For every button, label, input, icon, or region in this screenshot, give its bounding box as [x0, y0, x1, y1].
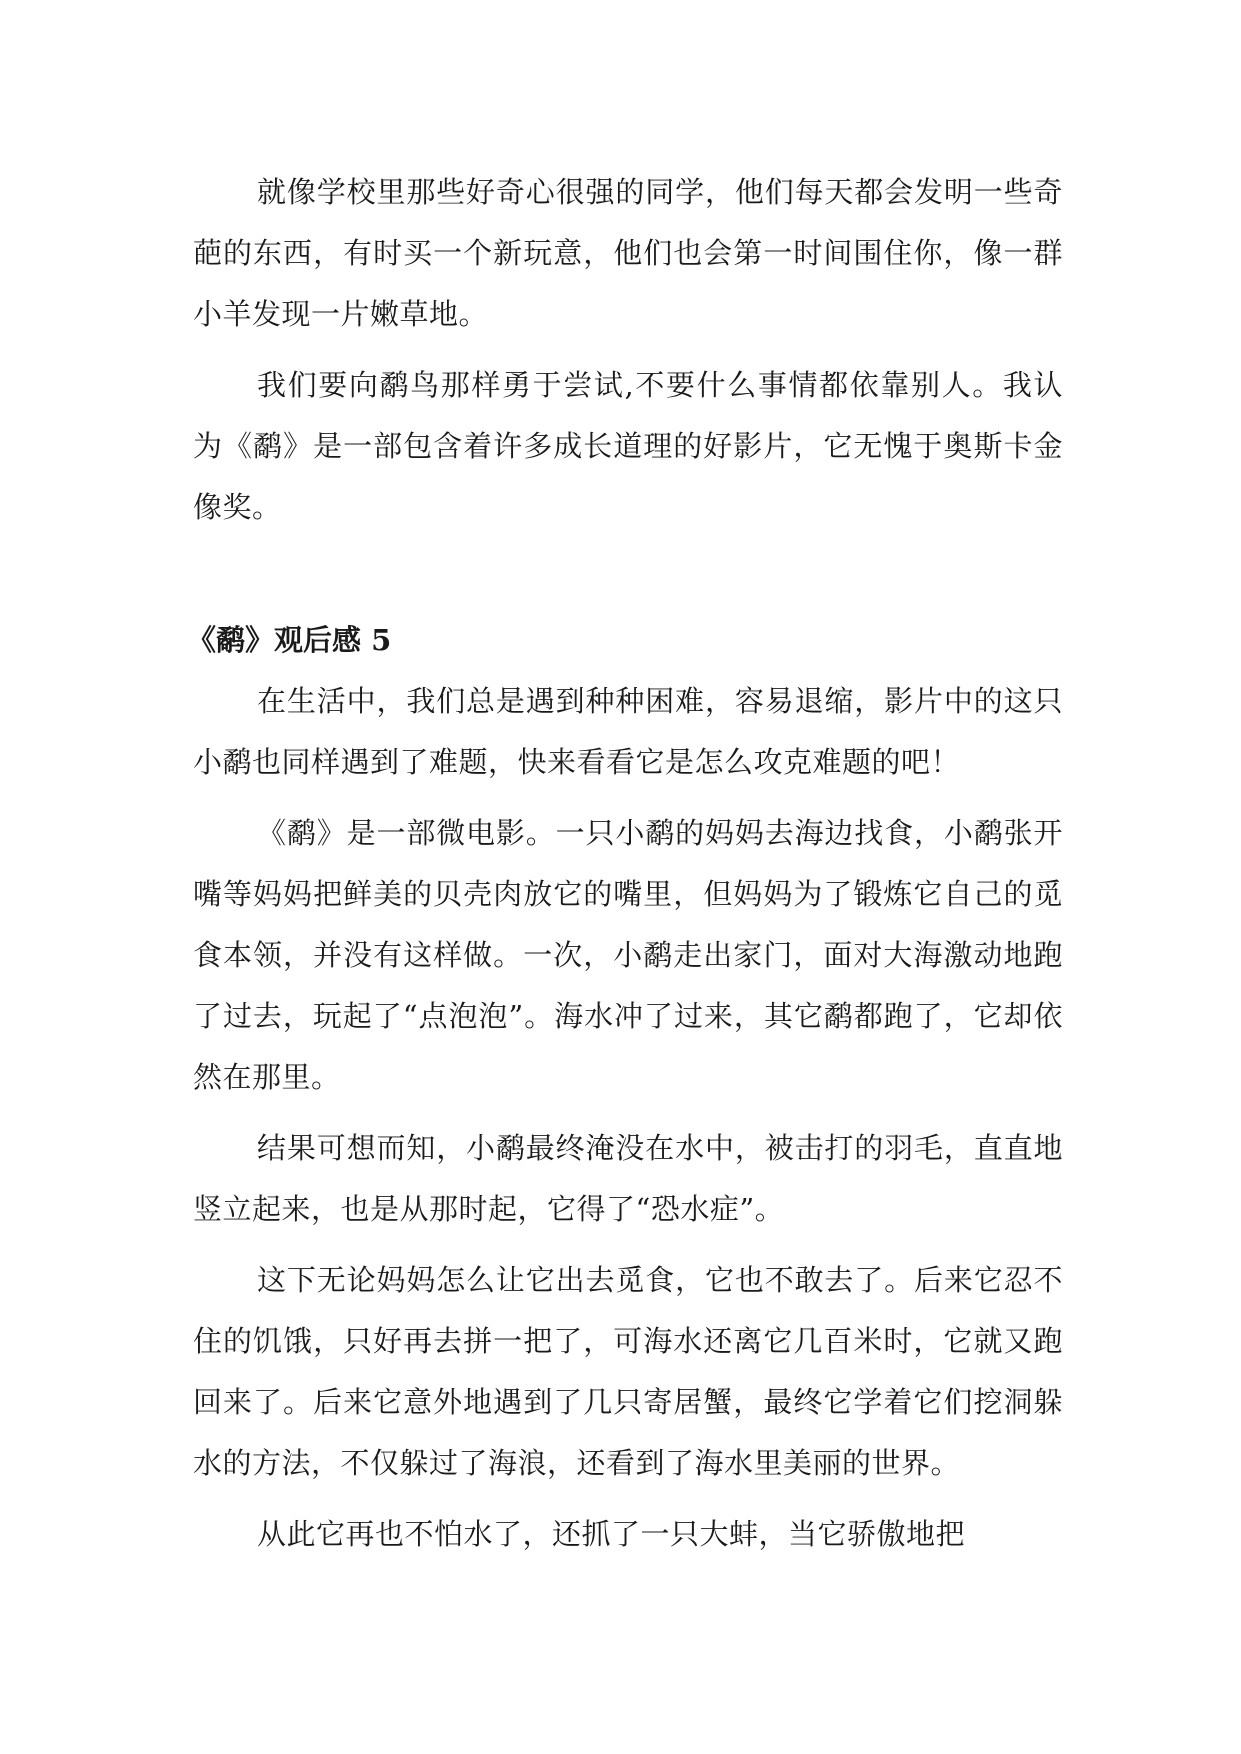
document-page	[187, 162, 1063, 1565]
section-title: 《鹬》观后感 5	[187, 623, 392, 657]
paragraph: 这下无论妈妈怎么让它出去觅食，它也不敢去了。后来它忍不住的饥饿，只好再去拼一把了，可海水还离它几百米时，它就又跑回来了。后来它意外地遇到了几只寄居蟹，最终它学着它们挖洞躲水的方法，不仅躲过了海浪，还看到了海水里美丽的世界。	[193, 1263, 1063, 1480]
paragraph: 我们要向鹬鸟那样勇于尝试,不要什么事情都依靠别人。我认为《鹬》是一部包含着许多成长道理的好影片，它无愧于奥斯卡金像奖。	[193, 368, 1063, 524]
paragraph: 结果可想而知，小鹬最终淹没在水中，被击打的羽毛，直直地竖立起来，也是从那时起，它得了“恐水症”。	[193, 1131, 1063, 1226]
paragraph: 从此它再也不怕水了，还抓了一只大蚌，当它骄傲地把	[257, 1517, 966, 1551]
paragraph: 在生活中，我们总是遇到种种困难，容易退缩，影片中的这只小鹬也同样遇到了难题，快来看看它是怎么攻克难题的吧！	[193, 684, 1063, 779]
paragraph: 就像学校里那些好奇心很强的同学，他们每天都会发明一些奇葩的东西，有时买一个新玩意，他们也会第一时间围住你，像一群小羊发现一片嫩草地。	[193, 175, 1063, 331]
paragraph: 《鹬》是一部微电影。一只小鹬的妈妈去海边找食，小鹬张开嘴等妈妈把鲜美的贝壳肉放它的嘴里，但妈妈为了锻炼它自己的觅食本领，并没有这样做。一次，小鹬走出家门，面对大海激动地跑了过去，玩起了“点泡泡”。海水冲了过来，其它鹬都跑了，它却依然在那里。	[193, 816, 1063, 1094]
